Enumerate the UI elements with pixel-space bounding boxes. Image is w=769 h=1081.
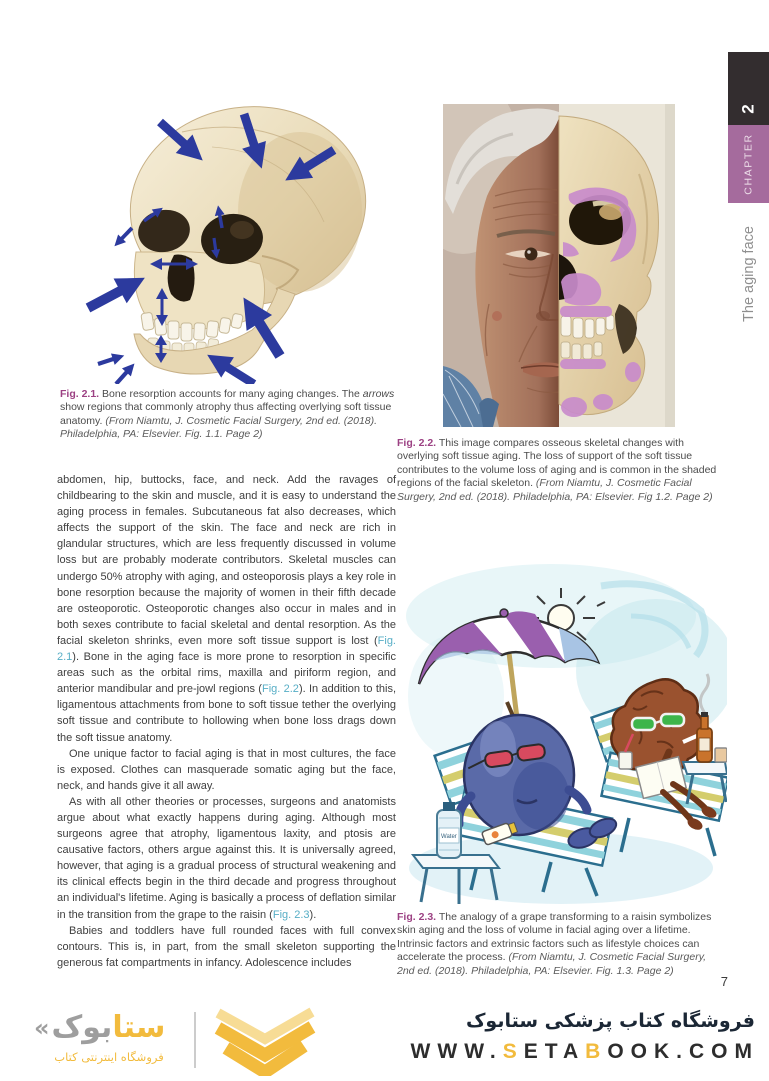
logo-wordmark <box>34 1012 184 1044</box>
url-part-gold: S <box>502 1040 524 1063</box>
figure-2-1-skull-photo <box>62 92 380 384</box>
paragraph-text: abdomen, hip, buttocks, face, and neck. Add the ravages of childbearing to the skin and muscle, and it is easy to understand the aging process in females. Subcutaneous fat also decreases, which affects the support of the skin. The face and neck are rich in glandular structures, which are less frequently discussed in volume loss but are probably moderate contributors. Skeletal muscles can undergo 50% atrophy with aging, and osteoporosis plays a key role in bone resorption because the majority of women in their fifth decade are osteoporotic. Osteoporotic changes also occur in males and in both sexes contribute to facial skeletal and dental resorption. As the facial skeleton shrinks, even more soft tissue support is lost ( <box>57 474 396 647</box>
store-title-farsi: فروشگاه کتاب پزشکی ستابوک <box>465 1010 755 1032</box>
chapter-tab-label <box>728 125 769 203</box>
caption-citation: (From Niamtu, J. Cosmetic Facial Surgery, 2nd ed. (2018). Philadelphia, PA: Elsevier. Fig. 1.1. Page 2) <box>60 414 378 441</box>
figure-2-2-label: Fig. 2.2. <box>397 437 437 449</box>
caption-italic-word: arrows <box>362 388 395 400</box>
figure-2-1-crossref[interactable]: Fig. 2.1 <box>57 634 396 664</box>
caption-text: This image compares osseous skeletal changes with overlying soft tissue aging. The loss of support of the soft tissue contributes to the volume loss of aging and is common in the shaded regions of the facial skeleton. <box>397 437 717 490</box>
paragraph-text: Babies and toddlers have full rounded faces with full convex contours. This is, in part, from the small skeleton supporting the generous fat compartments in infancy. Adolescence includes <box>57 924 396 969</box>
figure-2-3-cartoon <box>401 556 727 906</box>
logo-guillemet: « <box>34 1014 50 1042</box>
paragraph-text: One unique factor to facial aging is that in most cultures, the face is exposed. Clothes can masquerade somatic aging but the face, neck, and hands give it all away. <box>57 747 396 792</box>
figure-2-3-label: Fig. 2.3. <box>397 911 437 923</box>
chapter-number: 2 <box>738 104 758 114</box>
url-part: OOK.COM <box>607 1040 759 1063</box>
figure-2-2-face-skull-photo <box>443 104 675 427</box>
figure-2-2-caption <box>397 437 726 504</box>
caption-citation: (From Niamtu, J. Cosmetic Facial Surgery, 2nd ed. (2018). Philadelphia, PA: Elsevier. Fig. 1.3. Page 2) <box>397 951 707 977</box>
figure-2-2-crossref[interactable]: Fig. 2.2 <box>261 683 299 696</box>
chapter-title-vertical <box>728 216 769 332</box>
svg-text:Water: Water <box>441 834 457 840</box>
url-part-gold: B <box>585 1040 608 1063</box>
logo-wordmark-gray: بوک <box>51 1010 113 1045</box>
paragraph-2 <box>57 746 396 794</box>
url-part: ETA <box>523 1040 586 1063</box>
chevron-book-icon <box>206 1006 324 1081</box>
paragraph-text: As with all other theories or processes, surgeons and anatomists argue about what exactly happens during aging. Although most surgeons agree that atrophy, ligamentous laxity, and ptosis are causative factors, others argue against this. It is universally agreed, however, that aging is a gradual process of structural weakening and its clinical effects begin in the third decade and progress throughout an individual's lifetime. Aging is basically a process of deflation similar in the transition from the grape to the raisin ( <box>57 795 396 921</box>
caption-text: Bone resorption accounts for many aging changes. The <box>99 388 363 400</box>
url-part: WWW. <box>410 1040 503 1063</box>
paragraph-3 <box>57 794 396 923</box>
drink-glass <box>715 748 727 762</box>
figure-2-3-caption <box>397 911 726 978</box>
chapter-title: The aging face <box>740 226 757 322</box>
figure-2-3-crossref[interactable]: Fig. 2.3 <box>272 908 310 921</box>
logo-wordmark-yellow: ستا <box>112 1010 166 1045</box>
paragraph-text: ). In addition to this, ligamentous attachments from bone to soft tissue tether the overlying soft tissue and contribute to hollowing when bone loss drags down the soft tissue anatomy. <box>57 683 397 744</box>
grape-raisin-beach-cartoon <box>401 556 727 906</box>
body-text-column <box>57 472 396 971</box>
setabook-logo[interactable] <box>34 1006 314 1078</box>
face-skull-comparison-illustration <box>443 104 675 427</box>
logo-divider <box>194 1012 196 1068</box>
paragraph-1 <box>57 472 396 746</box>
caption-text: The analogy of a grape transforming to a raisin symbolizes skin aging and the loss of volume in facial aging over a lifetime. Intrinsic factors and extrinsic factors such as lifestyle choices can accelerate the process. <box>397 911 712 964</box>
skull-bone-resorption-illustration <box>62 92 380 384</box>
store-url[interactable] <box>411 1040 759 1064</box>
paragraph-4 <box>57 923 396 971</box>
page-number: 7 <box>720 974 728 989</box>
figure-2-1-label: Fig. 2.1. <box>60 388 100 400</box>
paragraph-text: ). <box>309 908 317 921</box>
caption-citation: (From Niamtu, J. Cosmetic Facial Surgery, 2nd ed. (2018). Philadelphia, PA: Elsevier. Fig 1.2. Page 2) <box>397 477 713 503</box>
chapter-tab-number <box>728 52 769 125</box>
logo-tagline-farsi: فروشگاه اینترنتی کتاب <box>54 1050 164 1064</box>
water-bottle <box>437 802 461 858</box>
setabook-footer <box>0 1002 769 1080</box>
paragraph-text: ). Bone in the aging face is more prone to resorption in specific areas such as the orbital rims, maxilla and piriform region, and anterior mandibular and pre-jowl regions ( <box>57 651 396 696</box>
caption-text: show regions that commonly atrophy thus affecting overlying soft tissue anatomy. <box>60 401 392 427</box>
chapter-label: CHAPTER <box>742 133 755 195</box>
figure-2-1-caption <box>60 388 396 442</box>
